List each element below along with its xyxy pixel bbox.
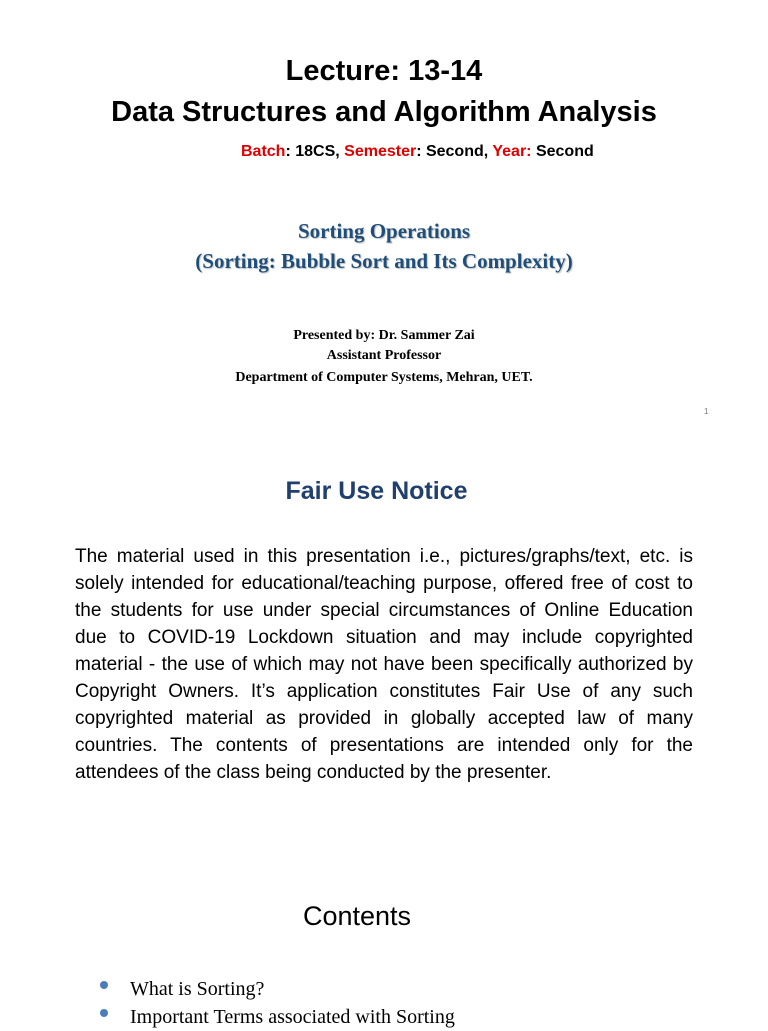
lecture-number-title: Lecture: 13-14 xyxy=(285,55,483,87)
topic-title: Sorting Operations xyxy=(297,219,471,243)
year-value: Second xyxy=(531,143,594,160)
course-title: Data Structures and Algorithm Analysis xyxy=(111,96,657,128)
year-label: Year: xyxy=(492,143,532,160)
list-item xyxy=(100,1003,455,1031)
topic-subtitle: (Sorting: Bubble Sort and Its Complexity) xyxy=(195,249,573,273)
list-item-label: Important Terms associated with Sorting xyxy=(130,1006,455,1028)
title-slide xyxy=(0,0,768,425)
presenter-department: Department of Computer Systems, Mehran, UET. xyxy=(235,370,533,385)
bullet-dot-icon xyxy=(100,1009,108,1017)
batch-label: Batch xyxy=(241,143,286,160)
bullet-dot-icon xyxy=(100,981,108,989)
contents-slide xyxy=(0,890,768,1028)
batch-value: : 18CS, xyxy=(285,143,345,160)
semester-value: : Second, xyxy=(416,143,493,160)
list-item-label: What is Sorting? xyxy=(130,978,265,1000)
list-item xyxy=(100,975,455,1003)
slide-number: 1 xyxy=(704,407,709,416)
batch-semester-year-line xyxy=(0,142,768,162)
presenter-position: Assistant Professor xyxy=(326,348,442,363)
fair-use-body: The material used in this presentation i.e., pictures/graphs/text, etc. is solely intended for educational/teaching purpose, offered free of cost to the students for use under special circumstances of Online Education due to COVID-19 Lockdown situation and may include copyrighted material - the use of which may not have been specifically authorized by Copyright Owners. It’s application constitutes Fair Use of any such copyrighted material as provided in globally accepted law of many countries. The contents of presentations are intended only for the attendees of the class being conducted by the presenter. xyxy=(75,546,693,783)
contents-list xyxy=(100,975,455,1031)
fair-use-title: Fair Use Notice xyxy=(285,477,468,505)
fair-use-slide xyxy=(0,460,768,840)
semester-label: Semester xyxy=(344,143,417,160)
contents-title: Contents xyxy=(302,901,412,931)
presenter-name: Presented by: Dr. Sammer Zai xyxy=(293,328,475,343)
